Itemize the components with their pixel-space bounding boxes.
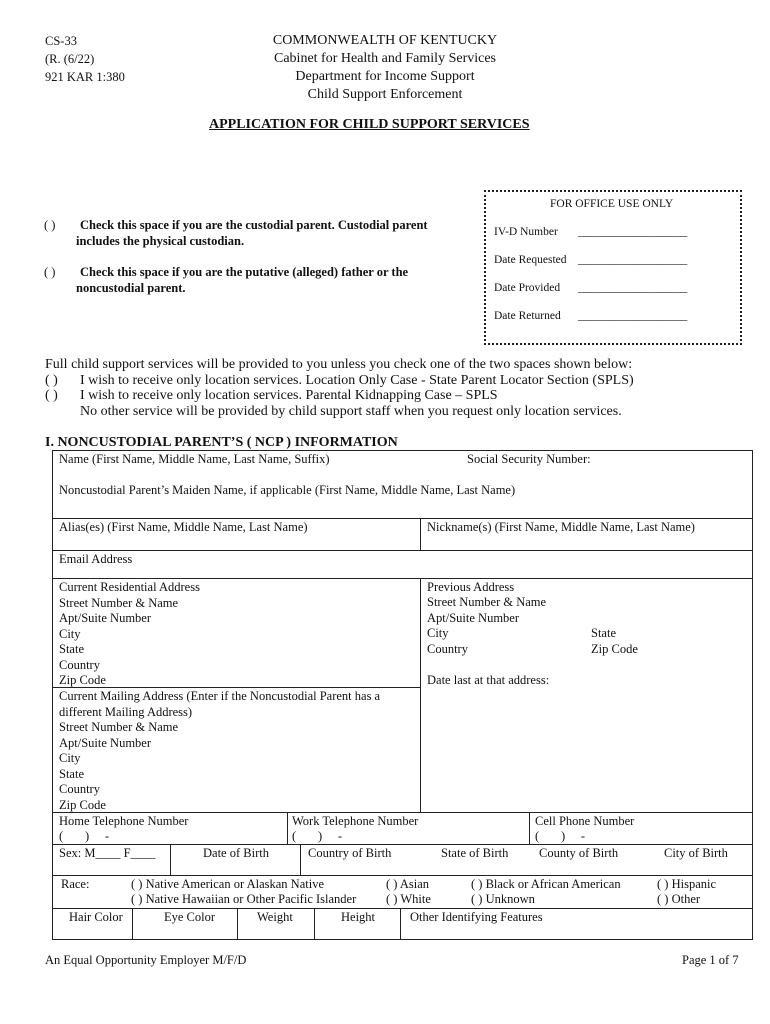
mailing-line: State (59, 766, 84, 781)
height-field[interactable]: Height (341, 910, 376, 924)
residential-address-block[interactable] (59, 580, 200, 689)
mailing-line: different Mailing Address) (59, 704, 193, 719)
date-requested-label: Date Requested (494, 254, 567, 266)
putative-label-1: Check this space if you are the putative (alleged) father or the (80, 265, 409, 279)
residential-line: Current Residential Address (59, 580, 200, 594)
ivd-number-label: IV-D Number (494, 226, 558, 238)
previous-street[interactable]: Street Number & Name (427, 595, 547, 609)
office-use-title: FOR OFFICE USE ONLY (550, 198, 674, 210)
cell-phone-field[interactable]: ( ) - (535, 829, 585, 843)
race-option-asian[interactable]: ( ) Asian (386, 877, 430, 891)
date-returned-label: Date Returned (494, 310, 561, 322)
cell-phone-label: Cell Phone Number (535, 814, 635, 828)
home-phone-label: Home Telephone Number (59, 814, 189, 828)
race-option-black[interactable]: ( ) Black or African American (471, 877, 621, 891)
residential-line: Country (59, 657, 100, 672)
eye-color-field[interactable]: Eye Color (164, 910, 216, 924)
footer-eoe: An Equal Opportunity Employer M/F/D (45, 953, 247, 967)
ncp-email-field[interactable]: Email Address (59, 552, 133, 566)
org-line: COMMONWEALTH OF KENTUCKY (272, 33, 498, 48)
race-option-other[interactable]: ( ) Other (657, 892, 701, 906)
hair-color-field[interactable]: Hair Color (69, 910, 123, 924)
race-option-native-american[interactable]: ( ) Native American or Alaskan Native (131, 877, 324, 891)
previous-address-title: Previous Address (427, 580, 515, 594)
office-use-box (484, 190, 742, 345)
kidnapping-label: I wish to receive only location services. Parental Kidnapping Case – SPLS (80, 388, 498, 403)
race-option-white[interactable]: ( ) White (386, 892, 431, 906)
org-line: Child Support Enforcement (307, 87, 463, 102)
home-phone-field[interactable]: ( ) - (59, 829, 109, 843)
date-returned-field[interactable]: ___________________ (578, 310, 688, 322)
org-line: Cabinet for Health and Family Services (274, 51, 496, 66)
mailing-line: Street Number & Name (59, 720, 179, 734)
page-number: Page 1 of 7 (682, 953, 739, 967)
previous-state[interactable]: State (591, 626, 616, 640)
section-heading: I. NONCUSTODIAL PARENT’S ( NCP ) INFORMATION (45, 435, 398, 450)
mailing-address-block[interactable] (59, 689, 380, 813)
dob-field[interactable]: Date of Birth (203, 846, 269, 860)
putative-label-2: noncustodial parent. (76, 281, 186, 295)
custodial-label-1: Check this space if you are the custodial parent. Custodial parent (80, 218, 428, 232)
date-provided-label: Date Provided (494, 282, 561, 294)
form-revision: (R. (6/22) (45, 52, 95, 66)
location-only-checkbox[interactable]: ( ) (45, 373, 58, 388)
org-header (230, 32, 540, 104)
work-phone-label: Work Telephone Number (292, 814, 419, 828)
work-phone-field[interactable]: ( ) - (292, 829, 342, 843)
residential-line: Zip Code (59, 673, 106, 687)
mailing-line: Current Mailing Address (Enter if the Noncustodial Parent has a (59, 689, 381, 703)
custodial-checkbox[interactable]: ( ) (44, 218, 56, 232)
mailing-line: City (59, 751, 81, 765)
mailing-line: Zip Code (59, 797, 106, 812)
residential-line: State (59, 642, 84, 656)
race-option-hispanic[interactable]: ( ) Hispanic (657, 877, 717, 891)
state-of-birth-field[interactable]: State of Birth (441, 846, 509, 860)
ncp-ssn-field[interactable]: Social Security Number: (467, 452, 591, 466)
custodial-label-2: includes the physical custodian. (76, 234, 245, 248)
date-requested-field[interactable]: ___________________ (578, 254, 688, 266)
other-features-field[interactable]: Other Identifying Features (410, 910, 543, 924)
org-line: Department for Income Support (295, 69, 475, 84)
services-note: No other service will be provided by child support staff when you request only location services. (80, 404, 622, 419)
previous-date-last[interactable]: Date last at that address: (427, 673, 550, 687)
ncp-maiden-name-field[interactable]: Noncustodial Parent’s Maiden Name, if applicable (First Name, Middle Name, Last Name) (59, 483, 516, 497)
putative-checkbox[interactable]: ( ) (44, 265, 56, 279)
weight-field[interactable]: Weight (257, 910, 293, 924)
ncp-alias-field[interactable]: Alias(es) (First Name, Middle Name, Last Name) (59, 520, 308, 534)
county-of-birth-field[interactable]: County of Birth (539, 846, 619, 860)
services-intro: Full child support services will be provided to you unless you check one of the two spaces shown below: (45, 357, 633, 372)
kidnapping-checkbox[interactable]: ( ) (45, 388, 58, 403)
race-label: Race: (61, 877, 90, 891)
mailing-line: Country (59, 782, 100, 796)
location-only-label: I wish to receive only location services. Location Only Case - State Parent Locator Section (SPLS) (80, 373, 634, 388)
previous-apt[interactable]: Apt/Suite Number (427, 611, 520, 625)
country-of-birth-field[interactable]: Country of Birth (308, 846, 392, 860)
race-option-unknown[interactable]: ( ) Unknown (471, 892, 535, 906)
residential-line: Apt/Suite Number (59, 611, 152, 625)
form-id: CS-33 (45, 34, 77, 48)
residential-line: Street Number & Name (59, 595, 179, 610)
ivd-number-field[interactable]: ___________________ (578, 226, 688, 238)
race-option-pacific-islander[interactable]: ( ) Native Hawaiian or Other Pacific Islander (131, 892, 357, 906)
form-regulation: 921 KAR 1:380 (45, 70, 125, 84)
date-provided-field[interactable]: ___________________ (578, 282, 688, 294)
previous-zip[interactable]: Zip Code (591, 642, 638, 656)
city-of-birth-field[interactable]: City of Birth (664, 846, 728, 860)
previous-country[interactable]: Country (427, 642, 468, 656)
ncp-name-field[interactable]: Name (First Name, Middle Name, Last Name, Suffix) (59, 452, 330, 466)
ncp-nickname-field[interactable]: Nickname(s) (First Name, Middle Name, Last Name) (427, 520, 695, 534)
residential-line: City (59, 626, 81, 641)
previous-city[interactable]: City (427, 626, 449, 640)
page-title: APPLICATION FOR CHILD SUPPORT SERVICES (209, 117, 530, 132)
sex-field[interactable]: Sex: M____ F____ (59, 846, 156, 860)
mailing-line: Apt/Suite Number (59, 735, 152, 750)
